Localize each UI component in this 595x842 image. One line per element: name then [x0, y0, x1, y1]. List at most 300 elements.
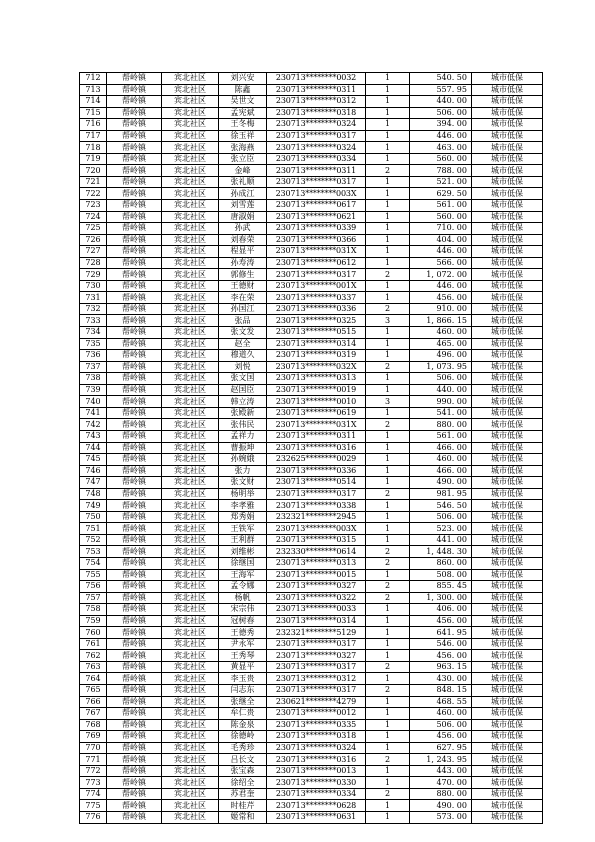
amount-cell: 460. 00 [410, 454, 472, 466]
household-size-cell: 1 [366, 234, 410, 246]
town-cell: 帮岭镇 [107, 96, 162, 108]
town-cell: 帮岭镇 [107, 223, 162, 235]
table-row [80, 396, 543, 408]
id-number-cell: 230713********0324 [267, 142, 366, 154]
category-cell: 城市低保 [472, 627, 543, 639]
id-number-cell: 230713********003X [267, 188, 366, 200]
table-row [80, 592, 543, 604]
community-cell: 宾北社区 [162, 188, 219, 200]
category-cell: 城市低保 [472, 361, 543, 373]
town-cell: 帮岭镇 [107, 292, 162, 304]
community-cell: 宾北社区 [162, 384, 219, 396]
community-cell: 宾北社区 [162, 96, 219, 108]
household-size-cell: 3 [366, 315, 410, 327]
community-cell: 宾北社区 [162, 488, 219, 500]
name-cell: 黄显平 [219, 661, 267, 673]
category-cell: 城市低保 [472, 315, 543, 327]
name-cell: 陈鑫 [219, 84, 267, 96]
category-cell: 城市低保 [472, 581, 543, 593]
amount-cell: 465. 00 [410, 338, 472, 350]
household-size-cell: 1 [366, 777, 410, 789]
name-cell: 孙国江 [219, 303, 267, 315]
community-cell: 宾北社区 [162, 477, 219, 489]
row-number-cell: 746 [80, 465, 107, 477]
category-cell: 城市低保 [472, 188, 543, 200]
town-cell: 帮岭镇 [107, 430, 162, 442]
table-row [80, 442, 543, 454]
household-size-cell: 2 [366, 546, 410, 558]
amount-cell: 456. 00 [410, 650, 472, 662]
community-cell: 宾北社区 [162, 407, 219, 419]
amount-cell: 557. 95 [410, 84, 472, 96]
table-row [80, 327, 543, 339]
community-cell: 宾北社区 [162, 615, 219, 627]
id-number-cell: 230713********0317 [267, 176, 366, 188]
row-number-cell: 733 [80, 315, 107, 327]
table-body [80, 73, 543, 824]
town-cell: 帮岭镇 [107, 696, 162, 708]
category-cell: 城市低保 [472, 430, 543, 442]
id-number-cell: 230713********0317 [267, 684, 366, 696]
row-number-cell: 723 [80, 200, 107, 212]
community-cell: 宾北社区 [162, 684, 219, 696]
category-cell: 城市低保 [472, 569, 543, 581]
household-size-cell: 2 [366, 165, 410, 177]
household-size-cell: 2 [366, 361, 410, 373]
name-cell: 李在荣 [219, 292, 267, 304]
id-number-cell: 230713********0327 [267, 581, 366, 593]
amount-cell: 446. 00 [410, 280, 472, 292]
amount-cell: 463. 00 [410, 142, 472, 154]
id-number-cell: 230713********0317 [267, 488, 366, 500]
household-size-cell: 1 [366, 731, 410, 743]
table-row [80, 477, 543, 489]
town-cell: 帮岭镇 [107, 361, 162, 373]
id-number-cell: 230713********031X [267, 246, 366, 258]
household-size-cell: 1 [366, 742, 410, 754]
town-cell: 帮岭镇 [107, 384, 162, 396]
id-number-cell: 230713********003X [267, 523, 366, 535]
row-number-cell: 767 [80, 708, 107, 720]
amount-cell: 470. 00 [410, 777, 472, 789]
row-number-cell: 738 [80, 373, 107, 385]
table-row [80, 546, 543, 558]
household-size-cell: 1 [366, 73, 410, 85]
category-cell: 城市低保 [472, 511, 543, 523]
amount-cell: 788. 00 [410, 165, 472, 177]
community-cell: 宾北社区 [162, 373, 219, 385]
amount-cell: 561. 00 [410, 430, 472, 442]
community-cell: 宾北社区 [162, 165, 219, 177]
town-cell: 帮岭镇 [107, 615, 162, 627]
household-size-cell: 2 [366, 788, 410, 800]
amount-cell: 981. 95 [410, 488, 472, 500]
table-row [80, 188, 543, 200]
amount-cell: 990. 00 [410, 396, 472, 408]
household-size-cell: 1 [366, 719, 410, 731]
category-cell: 城市低保 [472, 742, 543, 754]
category-cell: 城市低保 [472, 96, 543, 108]
amount-cell: 561. 00 [410, 200, 472, 212]
table-row [80, 315, 543, 327]
community-cell: 宾北社区 [162, 708, 219, 720]
category-cell: 城市低保 [472, 419, 543, 431]
category-cell: 城市低保 [472, 708, 543, 720]
community-cell: 宾北社区 [162, 569, 219, 581]
table-row [80, 800, 543, 812]
id-number-cell: 230713********0366 [267, 234, 366, 246]
category-cell: 城市低保 [472, 119, 543, 131]
row-number-cell: 728 [80, 257, 107, 269]
name-cell: 曹振坤 [219, 442, 267, 454]
row-number-cell: 717 [80, 130, 107, 142]
row-number-cell: 764 [80, 673, 107, 685]
town-cell: 帮岭镇 [107, 188, 162, 200]
household-size-cell: 1 [366, 223, 410, 235]
row-number-cell: 747 [80, 477, 107, 489]
category-cell: 城市低保 [472, 292, 543, 304]
row-number-cell: 741 [80, 407, 107, 419]
community-cell: 宾北社区 [162, 719, 219, 731]
table-row [80, 500, 543, 512]
community-cell: 宾北社区 [162, 419, 219, 431]
town-cell: 帮岭镇 [107, 604, 162, 616]
town-cell: 帮岭镇 [107, 488, 162, 500]
category-cell: 城市低保 [472, 592, 543, 604]
id-number-cell: 230713********0335 [267, 719, 366, 731]
name-cell: 赵全 [219, 338, 267, 350]
amount-cell: 573. 00 [410, 812, 472, 824]
amount-cell: 440. 00 [410, 384, 472, 396]
town-cell: 帮岭镇 [107, 269, 162, 281]
row-number-cell: 758 [80, 604, 107, 616]
community-cell: 宾北社区 [162, 396, 219, 408]
household-size-cell: 1 [366, 280, 410, 292]
town-cell: 帮岭镇 [107, 650, 162, 662]
id-number-cell: 230713********0617 [267, 200, 366, 212]
community-cell: 宾北社区 [162, 130, 219, 142]
community-cell: 宾北社区 [162, 234, 219, 246]
table-row [80, 119, 543, 131]
household-size-cell: 1 [366, 812, 410, 824]
table-row [80, 742, 543, 754]
name-cell: 吕长文 [219, 754, 267, 766]
id-number-cell: 230713********0319 [267, 350, 366, 362]
household-size-cell: 1 [366, 696, 410, 708]
community-cell: 宾北社区 [162, 292, 219, 304]
table-row [80, 84, 543, 96]
category-cell: 城市低保 [472, 442, 543, 454]
community-cell: 宾北社区 [162, 454, 219, 466]
amount-cell: 466. 00 [410, 465, 472, 477]
amount-cell: 440. 00 [410, 96, 472, 108]
household-size-cell: 1 [366, 142, 410, 154]
table-row [80, 361, 543, 373]
category-cell: 城市低保 [472, 754, 543, 766]
community-cell: 宾北社区 [162, 511, 219, 523]
table-row [80, 569, 543, 581]
community-cell: 宾北社区 [162, 534, 219, 546]
table-row [80, 511, 543, 523]
household-size-cell: 1 [366, 442, 410, 454]
id-number-cell: 230713********0314 [267, 338, 366, 350]
town-cell: 帮岭镇 [107, 731, 162, 743]
community-cell: 宾北社区 [162, 557, 219, 569]
town-cell: 帮岭镇 [107, 234, 162, 246]
row-number-cell: 721 [80, 176, 107, 188]
community-cell: 宾北社区 [162, 742, 219, 754]
row-number-cell: 735 [80, 338, 107, 350]
category-cell: 城市低保 [472, 257, 543, 269]
community-cell: 宾北社区 [162, 627, 219, 639]
name-cell: 王铁军 [219, 523, 267, 535]
table-row [80, 165, 543, 177]
name-cell: 张殿新 [219, 407, 267, 419]
community-cell: 宾北社区 [162, 546, 219, 558]
community-cell: 宾北社区 [162, 84, 219, 96]
table-row [80, 280, 543, 292]
id-number-cell: 230713********0315 [267, 534, 366, 546]
community-cell: 宾北社区 [162, 257, 219, 269]
table-row [80, 465, 543, 477]
town-cell: 帮岭镇 [107, 303, 162, 315]
household-size-cell: 2 [366, 557, 410, 569]
household-size-cell: 1 [366, 257, 410, 269]
table-row [80, 615, 543, 627]
amount-cell: 523. 00 [410, 523, 472, 535]
table-row [80, 292, 543, 304]
category-cell: 城市低保 [472, 477, 543, 489]
table-row [80, 303, 543, 315]
amount-cell: 521. 00 [410, 176, 472, 188]
category-cell: 城市低保 [472, 234, 543, 246]
table-row [80, 107, 543, 119]
table-row [80, 73, 543, 85]
id-number-cell: 230713********0330 [267, 777, 366, 789]
welfare-roster-table [79, 72, 543, 824]
id-number-cell: 230713********0317 [267, 269, 366, 281]
amount-cell: 1, 866. 15 [410, 315, 472, 327]
town-cell: 帮岭镇 [107, 153, 162, 165]
category-cell: 城市低保 [472, 407, 543, 419]
town-cell: 帮岭镇 [107, 257, 162, 269]
table-row [80, 557, 543, 569]
household-size-cell: 1 [366, 638, 410, 650]
id-number-cell: 230713********0318 [267, 107, 366, 119]
table-row [80, 650, 543, 662]
id-number-cell: 230713********0325 [267, 315, 366, 327]
id-number-cell: 230713********0311 [267, 84, 366, 96]
town-cell: 帮岭镇 [107, 280, 162, 292]
row-number-cell: 716 [80, 119, 107, 131]
community-cell: 宾北社区 [162, 650, 219, 662]
table-row [80, 581, 543, 593]
category-cell: 城市低保 [472, 638, 543, 650]
town-cell: 帮岭镇 [107, 373, 162, 385]
town-cell: 帮岭镇 [107, 754, 162, 766]
name-cell: 闫志东 [219, 684, 267, 696]
amount-cell: 627. 95 [410, 742, 472, 754]
row-number-cell: 755 [80, 569, 107, 581]
id-number-cell: 230713********0317 [267, 130, 366, 142]
amount-cell: 1, 243. 95 [410, 754, 472, 766]
table-row [80, 534, 543, 546]
table-row [80, 384, 543, 396]
household-size-cell: 2 [366, 269, 410, 281]
category-cell: 城市低保 [472, 338, 543, 350]
name-cell: 李孝雅 [219, 500, 267, 512]
table-row [80, 661, 543, 673]
community-cell: 宾北社区 [162, 269, 219, 281]
household-size-cell: 1 [366, 650, 410, 662]
town-cell: 帮岭镇 [107, 788, 162, 800]
row-number-cell: 748 [80, 488, 107, 500]
household-size-cell: 2 [366, 684, 410, 696]
community-cell: 宾北社区 [162, 119, 219, 131]
name-cell: 唐淑娟 [219, 211, 267, 223]
row-number-cell: 770 [80, 742, 107, 754]
row-number-cell: 736 [80, 350, 107, 362]
table-row [80, 638, 543, 650]
name-cell: 郑秀娟 [219, 511, 267, 523]
amount-cell: 855. 45 [410, 581, 472, 593]
category-cell: 城市低保 [472, 788, 543, 800]
household-size-cell: 1 [366, 211, 410, 223]
row-number-cell: 753 [80, 546, 107, 558]
household-size-cell: 1 [366, 430, 410, 442]
id-number-cell: 230713********0316 [267, 754, 366, 766]
category-cell: 城市低保 [472, 246, 543, 258]
amount-cell: 456. 00 [410, 731, 472, 743]
community-cell: 宾北社区 [162, 107, 219, 119]
category-cell: 城市低保 [472, 488, 543, 500]
name-cell: 杨明举 [219, 488, 267, 500]
amount-cell: 560. 00 [410, 211, 472, 223]
table-row [80, 176, 543, 188]
household-size-cell: 1 [366, 673, 410, 685]
row-number-cell: 731 [80, 292, 107, 304]
row-number-cell: 732 [80, 303, 107, 315]
row-number-cell: 725 [80, 223, 107, 235]
id-number-cell: 230713********0010 [267, 396, 366, 408]
row-number-cell: 715 [80, 107, 107, 119]
town-cell: 帮岭镇 [107, 396, 162, 408]
table-row [80, 719, 543, 731]
community-cell: 宾北社区 [162, 176, 219, 188]
id-number-cell: 230713********0337 [267, 292, 366, 304]
id-number-cell: 230713********031X [267, 419, 366, 431]
id-number-cell: 230713********0019 [267, 384, 366, 396]
name-cell: 王秀琴 [219, 650, 267, 662]
household-size-cell: 1 [366, 604, 410, 616]
category-cell: 城市低保 [472, 142, 543, 154]
town-cell: 帮岭镇 [107, 73, 162, 85]
town-cell: 帮岭镇 [107, 581, 162, 593]
row-number-cell: 763 [80, 661, 107, 673]
name-cell: 孟令娜 [219, 581, 267, 593]
category-cell: 城市低保 [472, 107, 543, 119]
amount-cell: 860. 00 [410, 557, 472, 569]
table-row [80, 731, 543, 743]
category-cell: 城市低保 [472, 350, 543, 362]
name-cell: 刘春荣 [219, 234, 267, 246]
id-number-cell: 230713********0317 [267, 638, 366, 650]
community-cell: 宾北社区 [162, 153, 219, 165]
community-cell: 宾北社区 [162, 765, 219, 777]
household-size-cell: 1 [366, 708, 410, 720]
table-row [80, 777, 543, 789]
household-size-cell: 1 [366, 615, 410, 627]
table-row [80, 765, 543, 777]
name-cell: 孙寿涛 [219, 257, 267, 269]
category-cell: 城市低保 [472, 534, 543, 546]
household-size-cell: 1 [366, 511, 410, 523]
name-cell: 张文国 [219, 373, 267, 385]
id-number-cell: 230713********0514 [267, 477, 366, 489]
category-cell: 城市低保 [472, 604, 543, 616]
name-cell: 刘雪莲 [219, 200, 267, 212]
household-size-cell: 1 [366, 200, 410, 212]
name-cell: 徐德岭 [219, 731, 267, 743]
row-number-cell: 752 [80, 534, 107, 546]
community-cell: 宾北社区 [162, 465, 219, 477]
community-cell: 宾北社区 [162, 142, 219, 154]
table-row [80, 673, 543, 685]
amount-cell: 460. 00 [410, 708, 472, 720]
id-number-cell: 230713********0327 [267, 650, 366, 662]
row-number-cell: 757 [80, 592, 107, 604]
category-cell: 城市低保 [472, 684, 543, 696]
id-number-cell: 230713********0032 [267, 73, 366, 85]
amount-cell: 456. 00 [410, 615, 472, 627]
category-cell: 城市低保 [472, 396, 543, 408]
town-cell: 帮岭镇 [107, 84, 162, 96]
town-cell: 帮岭镇 [107, 557, 162, 569]
name-cell: 孟祥力 [219, 430, 267, 442]
name-cell: 孙婉娥 [219, 454, 267, 466]
household-size-cell: 2 [366, 419, 410, 431]
table-row [80, 754, 543, 766]
town-cell: 帮岭镇 [107, 477, 162, 489]
town-cell: 帮岭镇 [107, 777, 162, 789]
name-cell: 韩立涛 [219, 396, 267, 408]
community-cell: 宾北社区 [162, 315, 219, 327]
name-cell: 刘维彬 [219, 546, 267, 558]
id-number-cell: 230713********0338 [267, 500, 366, 512]
town-cell: 帮岭镇 [107, 200, 162, 212]
amount-cell: 540. 50 [410, 73, 472, 85]
household-size-cell: 1 [366, 246, 410, 258]
community-cell: 宾北社区 [162, 430, 219, 442]
town-cell: 帮岭镇 [107, 592, 162, 604]
category-cell: 城市低保 [472, 777, 543, 789]
table-row [80, 627, 543, 639]
id-number-cell: 230713********0314 [267, 615, 366, 627]
category-cell: 城市低保 [472, 557, 543, 569]
table-row [80, 338, 543, 350]
household-size-cell: 1 [366, 188, 410, 200]
name-cell: 陈金泉 [219, 719, 267, 731]
household-size-cell: 1 [366, 176, 410, 188]
amount-cell: 430. 00 [410, 673, 472, 685]
row-number-cell: 769 [80, 731, 107, 743]
community-cell: 宾北社区 [162, 673, 219, 685]
name-cell: 赵国臣 [219, 384, 267, 396]
id-number-cell: 230713********032X [267, 361, 366, 373]
household-size-cell: 1 [366, 523, 410, 535]
amount-cell: 1, 072. 00 [410, 269, 472, 281]
town-cell: 帮岭镇 [107, 246, 162, 258]
